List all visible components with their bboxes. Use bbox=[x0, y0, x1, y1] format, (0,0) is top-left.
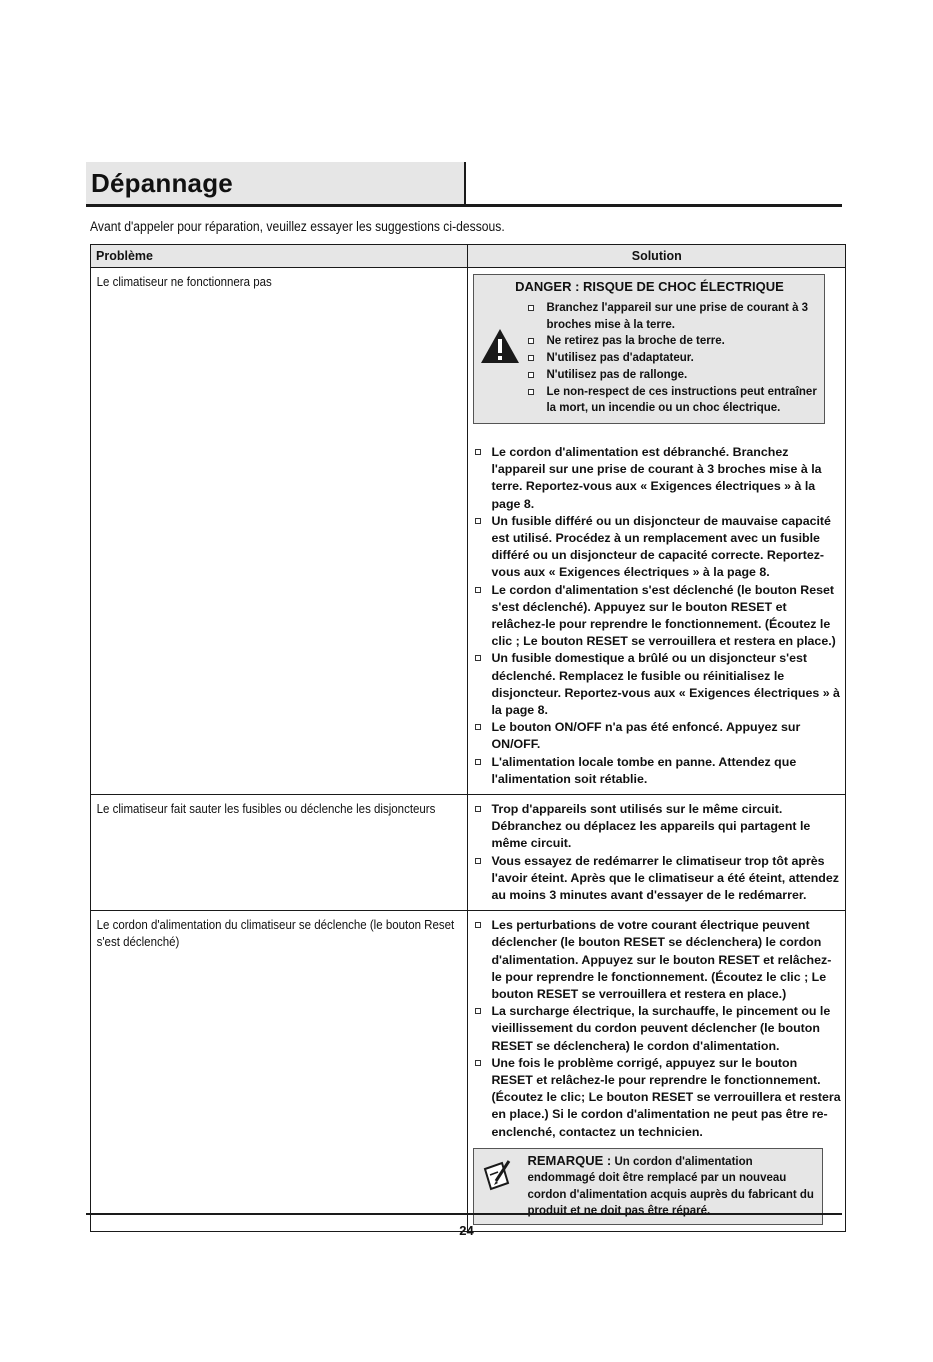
solution-item: Un fusible différé ou un disjoncteur de mauvaise capacité est utilisé. Procédez à un remplacement avec un fusible différé ou un disjoncteur de capacité correcte. Reportez-vous aux « Exigences électriques » à la page 8. bbox=[472, 513, 841, 582]
solution-item: Un fusible domestique a brûlé ou un disjoncteur s'est déclenché. Remplacez le fusible ou réinitialisez le disjoncteur. Reportez-vous aux « Exigences électriques » à la page 8. bbox=[472, 650, 841, 719]
note-label: REMARQUE : bbox=[527, 1152, 612, 1168]
bullet-square-icon bbox=[528, 305, 534, 311]
solution-cell bbox=[468, 268, 846, 795]
table-header-row bbox=[91, 245, 846, 268]
danger-item: Le non-respect de ces instructions peut entraîner la mort, un incendie ou un choc électrique. bbox=[528, 384, 824, 417]
warning-triangle-icon bbox=[480, 327, 520, 365]
bullet-square-icon bbox=[528, 372, 534, 378]
problem-text: Le climatiseur ne fonctionnera pas bbox=[96, 275, 272, 289]
solution-item: Le cordon d'alimentation est débranché. Branchez l'appareil sur une prise de courant à 3 broches mise à la terre. Reportez-vous aux « Exigences électriques » à la page 8. bbox=[472, 444, 841, 513]
problem-cell bbox=[91, 794, 468, 910]
danger-box bbox=[473, 274, 825, 424]
bullet-square-icon bbox=[528, 338, 534, 344]
note-pencil-icon bbox=[482, 1159, 512, 1193]
solution-item: Le cordon d'alimentation s'est déclenché (le bouton Reset s'est déclenché). Appuyez sur le bouton RESET et relâchez-le pour reprendre le fonctionnement. (Écoutez le clic ; Le bouton RESET se verrouillera et restera en place.) bbox=[472, 582, 841, 651]
intro-text: Avant d'appeler pour réparation, veuillez essayer les suggestions ci-dessous. bbox=[90, 219, 505, 234]
problem-cell bbox=[91, 268, 468, 795]
bullet-square-icon bbox=[475, 655, 481, 661]
solution-list bbox=[472, 917, 841, 1141]
solution-cell bbox=[468, 794, 846, 910]
solution-item: Les perturbations de votre courant électrique peuvent déclencher (le bouton RESET se déclenchera) le cordon d'alimentation. Appuyez sur le bouton RESET et relâchez-le pour reprendre le fonctionnement. (Écoutez le clic ; Le bouton RESET se verrouillera et restera en place.) bbox=[472, 917, 841, 1003]
solution-item: Le bouton ON/OFF n'a pas été enfoncé. Appuyez sur ON/OFF. bbox=[472, 719, 841, 753]
bullet-square-icon bbox=[475, 724, 481, 730]
bullet-square-icon bbox=[475, 922, 481, 928]
page-header bbox=[86, 162, 842, 207]
table-row bbox=[91, 911, 846, 1232]
note-text bbox=[527, 1153, 816, 1220]
bullet-square-icon bbox=[475, 449, 481, 455]
danger-item: Ne retirez pas la broche de terre. bbox=[528, 333, 824, 350]
solution-list bbox=[472, 444, 841, 788]
bullet-square-icon bbox=[528, 355, 534, 361]
page-number: 24 bbox=[459, 1223, 474, 1238]
bullet-square-icon bbox=[528, 389, 534, 395]
bullet-square-icon bbox=[475, 587, 481, 593]
solution-item: Une fois le problème corrigé, appuyez sur le bouton RESET et relâchez-le pour reprendre le fonctionnement. (Écoutez le clic; Le bouton RESET se verrouillera et restera en place.) Si le cordon d'alimentation ne peut pas être re-enclenché, contactez un technicien. bbox=[472, 1055, 841, 1141]
page-title: Dépannage bbox=[91, 168, 233, 198]
solution-item: La surcharge électrique, la surchauffe, le pincement ou le vieillissement du cordon peuvent déclencher (le bouton RESET se déclenchera) le cordon d'alimentation. bbox=[472, 1003, 841, 1055]
solution-cell bbox=[468, 911, 846, 1232]
page-footer-rule bbox=[86, 1213, 842, 1215]
danger-title: DANGER : RISQUE DE CHOC ÉLECTRIQUE bbox=[515, 279, 784, 294]
bullet-square-icon bbox=[475, 518, 481, 524]
header-title-box bbox=[86, 162, 466, 204]
header-problem: Problème bbox=[91, 245, 468, 268]
danger-list bbox=[474, 300, 824, 417]
danger-item: N'utilisez pas de rallonge. bbox=[528, 367, 824, 384]
solution-item: Vous essayez de redémarrer le climatiseur trop tôt après l'avoir éteint. Après que le climatiseur a été éteint, attendez au moins 3 minutes avant d'essayer de le redémarrer. bbox=[472, 853, 841, 905]
problem-text: Le climatiseur fait sauter les fusibles ou déclenche les disjoncteurs bbox=[96, 801, 436, 816]
solution-item: Trop d'appareils sont utilisés sur le même circuit. Débranchez ou déplacez les appareils qui partagent le même circuit. bbox=[472, 801, 841, 853]
troubleshooting-table bbox=[90, 244, 846, 1232]
bullet-square-icon bbox=[475, 1060, 481, 1066]
problem-text: Le cordon d'alimentation du climatiseur se déclenche (le bouton Reset s'est déclenché) bbox=[96, 918, 455, 950]
table-row bbox=[91, 268, 846, 795]
note-body: Un cordon d'alimentation endommagé doit être remplacé par un nouveau cordon d'alimentation acquis auprès du fabricant du produit et ne doit pas être réparé. bbox=[527, 1155, 814, 1218]
bullet-square-icon bbox=[475, 1008, 481, 1014]
bullet-square-icon bbox=[475, 759, 481, 765]
solution-item: L'alimentation locale tombe en panne. Attendez que l'alimentation soit rétablie. bbox=[472, 754, 841, 788]
danger-item: Branchez l'appareil sur une prise de courant à 3 broches mise à la terre. bbox=[528, 300, 824, 333]
danger-item: N'utilisez pas d'adaptateur. bbox=[528, 350, 824, 367]
bullet-square-icon bbox=[475, 858, 481, 864]
problem-cell bbox=[91, 911, 468, 1232]
solution-list bbox=[472, 801, 841, 904]
bullet-square-icon bbox=[475, 806, 481, 812]
table-row bbox=[91, 794, 846, 910]
header-solution: Solution bbox=[468, 245, 846, 268]
